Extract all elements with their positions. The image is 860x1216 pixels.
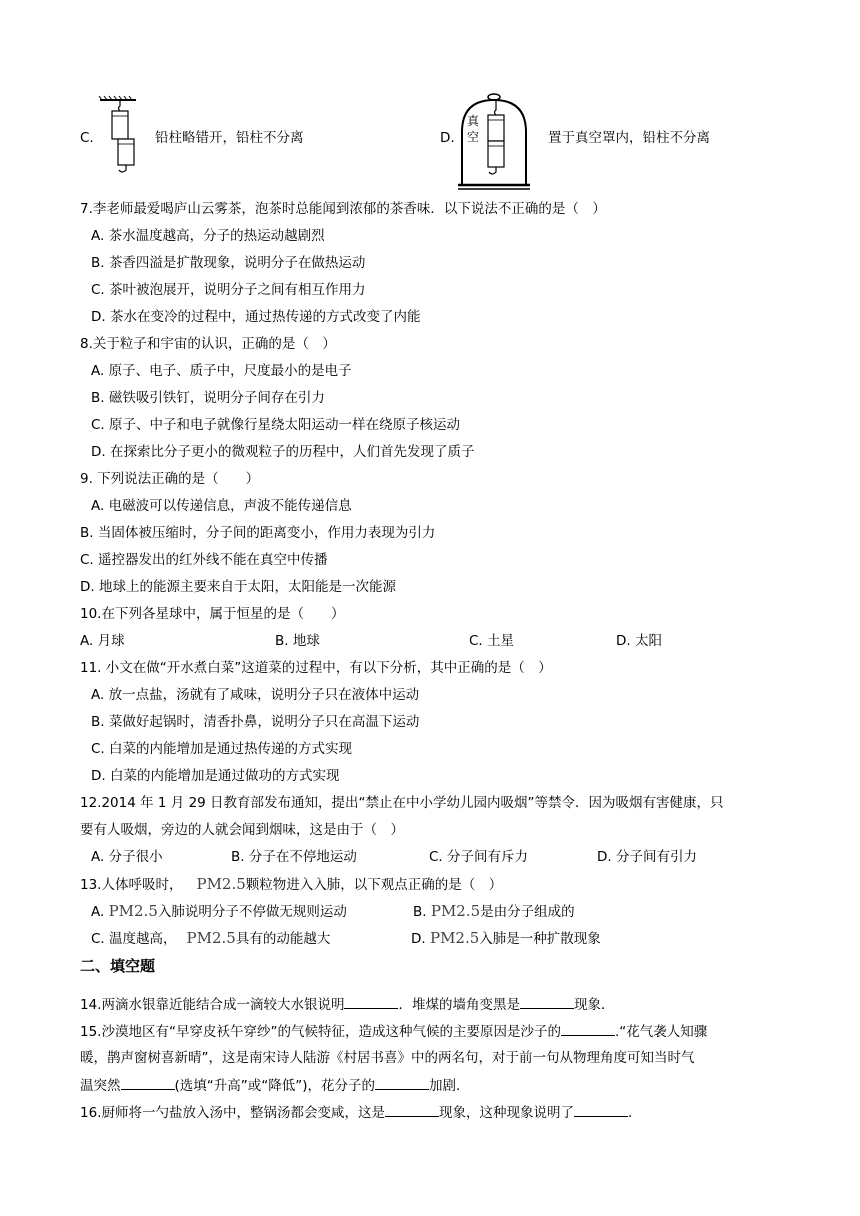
q13-stem-post: 颗粒物进入入肺，以下观点正确的是（ ） <box>245 877 503 893</box>
pm25-term: PM2.5 <box>196 875 246 893</box>
q13-option-a <box>91 901 347 922</box>
q11-option-c: C. 白菜的内能增加是通过热传递的方式实现 <box>91 741 353 757</box>
q7-option-d: D. 茶水在变冷的过程中，通过热传递的方式改变了内能 <box>91 309 421 325</box>
q13-option-a-text: 入肺说明分子不停做无规则运动 <box>157 904 347 920</box>
q11-stem: 11. 小文在做“开水煮白菜”这道菜的过程中，有以下分析，其中正确的是（ ） <box>80 660 552 676</box>
q13-option-d-text: 入肺是一种扩散现象 <box>479 931 601 947</box>
q12-option-c: C. 分子间有斥力 <box>429 849 529 865</box>
q10-option-d: D. 太阳 <box>616 633 662 649</box>
q11-option-a: A. 放一点盐，汤就有了咸味，说明分子只在液体中运动 <box>91 687 420 703</box>
option-d-text: 置于真空罩内，铅柱不分离 <box>548 130 710 146</box>
q16-text-3: . <box>627 1105 633 1121</box>
q13-option-c-text: 具有的动能越大 <box>235 931 331 947</box>
jar-label-char-1: 真 <box>467 114 480 128</box>
q7-stem: 7.李老师最爱喝庐山云雾茶，泡茶时总能闻到浓郁的茶香味．以下说法不正确的是（ ） <box>80 201 606 217</box>
q8-option-c: C. 原子、中子和电子就像行星绕太阳运动一样在绕原子核运动 <box>91 417 461 433</box>
q13-option-b <box>413 901 575 922</box>
q15-text-3: 温突然 <box>80 1078 121 1094</box>
q9-option-a: A. 电磁波可以传递信息，声波不能传递信息 <box>91 498 352 514</box>
q15-text-5: 加剧. <box>429 1078 461 1094</box>
q13-stem <box>80 874 502 895</box>
q8-option-a: A. 原子、电子、质子中，尺度最小的是电子 <box>91 363 352 379</box>
jar-label-char-2: 空 <box>467 130 480 144</box>
q7-option-c: C. 茶叶被泡展开，说明分子之间有相互作用力 <box>91 282 366 298</box>
q13-option-a-label: A. <box>91 904 109 920</box>
q12-option-d: D. 分子间有引力 <box>597 849 697 865</box>
q13-option-b-label: B. <box>413 904 431 920</box>
option-d-label: D. <box>440 130 455 146</box>
q15-blank-3[interactable] <box>375 1075 429 1090</box>
q15-text-2: .“花气袭人知骤 <box>614 1024 708 1040</box>
lead-cylinders-offset-figure <box>96 94 140 176</box>
q9-option-b: B. 当固体被压缩时，分子间的距离变小，作用力表现为引力 <box>80 525 436 541</box>
q15-blank-2[interactable] <box>121 1075 175 1090</box>
vacuum-jar-figure <box>456 88 532 192</box>
q7-option-b: B. 茶香四溢是扩散现象，说明分子在做热运动 <box>91 255 366 271</box>
option-c-label: C. <box>80 130 94 146</box>
q14-blank-2[interactable] <box>520 994 574 1009</box>
pm25-term: PM2.5 <box>186 929 236 947</box>
q10-option-b: B. 地球 <box>275 633 320 649</box>
q13-option-b-text: 是由分子组成的 <box>480 904 575 920</box>
q10-option-c: C. 土星 <box>469 633 515 649</box>
pm25-term: PM2.5 <box>108 902 158 920</box>
q16-blank-2[interactable] <box>574 1102 628 1117</box>
section-title-fill-in: 二、填空题 <box>80 957 156 975</box>
q16-text-2: 现象，这种现象说明了 <box>438 1105 574 1121</box>
q16 <box>80 1102 632 1123</box>
q12-option-a: A. 分子很小 <box>91 849 163 865</box>
q13-stem-pre: 13.人体呼吸时， <box>80 877 183 893</box>
option-c-text: 铅柱略错开，铅柱不分离 <box>155 130 304 146</box>
q16-text-1: 16.厨师将一勺盐放入汤中，整锅汤都会变咸，这是 <box>80 1105 385 1121</box>
q12-stem-line-1: 12.2014 年 1 月 29 日教育部发布通知，提出“禁止在中小学幼儿园内吸烟”等禁令．因为吸烟有害健康，只 <box>80 795 724 811</box>
q8-stem: 8.关于粒子和宇宙的认识，正确的是（ ） <box>80 336 336 352</box>
q15-text-4: (选填“升高”或“降低”)，花分子的 <box>174 1078 376 1094</box>
q13-option-d <box>411 928 601 949</box>
q10-option-a: A. 月球 <box>80 633 125 649</box>
q14 <box>80 994 614 1015</box>
q15-line-1 <box>80 1021 707 1042</box>
q13-option-c <box>91 928 330 949</box>
q14-text-2: ．堆煤的墙角变黑是 <box>398 997 520 1013</box>
q9-option-c: C. 遥控器发出的红外线不能在真空中传播 <box>80 552 328 568</box>
pm25-term: PM2.5 <box>430 902 481 920</box>
q15-line-2: 暖，鹊声窗树喜新晴”，这是南宋诗人陆游《村居书喜》中的两名句，对于前一句从物理角度可知当时气 <box>80 1050 695 1066</box>
q12-option-b: B. 分子在不停地运动 <box>231 849 357 865</box>
pm25-term: PM2.5 <box>429 929 480 947</box>
q8-option-b: B. 磁铁吸引铁钉，说明分子间存在引力 <box>91 390 325 406</box>
q16-blank-1[interactable] <box>385 1102 439 1117</box>
q9-stem: 9. 下列说法正确的是（ ） <box>80 471 260 487</box>
q10-stem: 10.在下列各星球中，属于恒星的是（ ） <box>80 606 345 622</box>
q15-text-1: 15.沙漠地区有“早穿皮袄午穿纱”的气候特征，造成这种气候的主要原因是沙子的 <box>80 1024 561 1040</box>
q11-option-d: D. 白菜的内能增加是通过做功的方式实现 <box>91 768 340 784</box>
q7-option-a: A. 茶水温度越高，分子的热运动越剧烈 <box>91 228 325 244</box>
q9-option-d: D. 地球上的能源主要来自于太阳，太阳能是一次能源 <box>80 579 396 595</box>
q13-option-c-label: C. 温度越高， <box>91 931 177 947</box>
q14-text-3: 现象． <box>573 997 615 1013</box>
q13-option-d-label: D. <box>411 931 430 947</box>
q15-blank-1[interactable] <box>561 1021 615 1036</box>
q14-text-1: 14.两滴水银靠近能结合成一滴较大水银说明 <box>80 997 345 1013</box>
q12-stem-line-2: 要有人吸烟，旁边的人就会闻到烟味，这是由于（ ） <box>80 822 404 838</box>
q8-option-d: D. 在探索比分子更小的微观粒子的历程中，人们首先发现了质子 <box>91 444 475 460</box>
q14-blank-1[interactable] <box>344 994 398 1009</box>
q11-option-b: B. 菜做好起锅时，清香扑鼻，说明分子只在高温下运动 <box>91 714 420 730</box>
q15-line-3 <box>80 1075 460 1096</box>
